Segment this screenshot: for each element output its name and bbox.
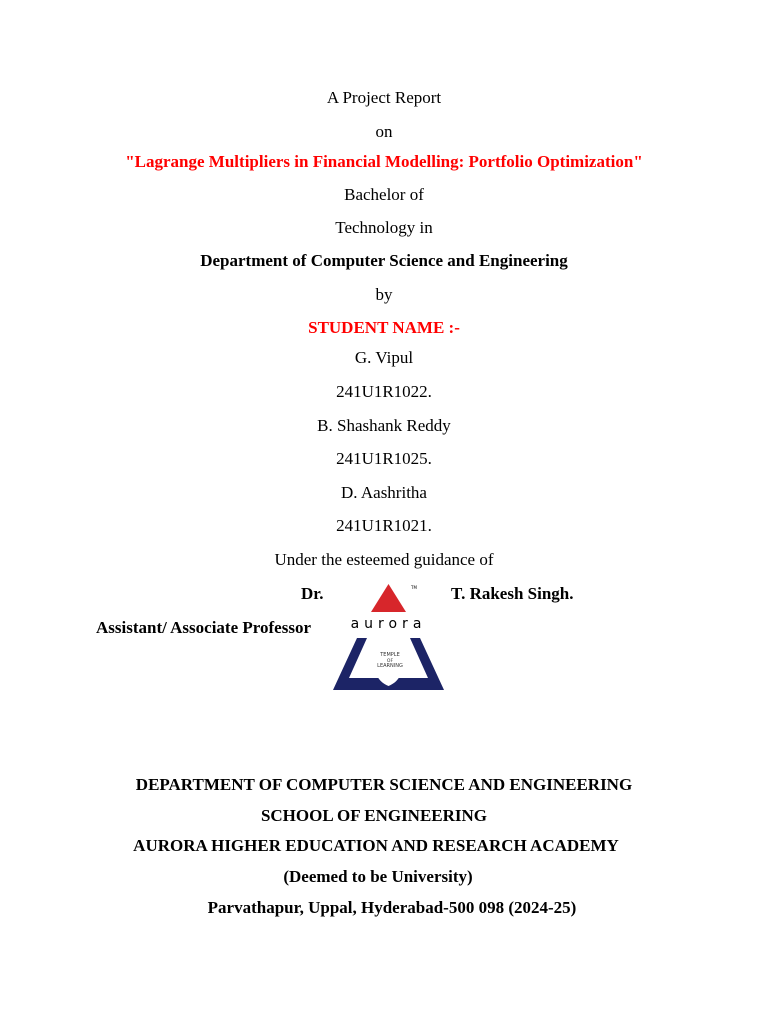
- logo-tagline-1: TEMPLE: [380, 652, 400, 658]
- guide-name: T. Rakesh Singh.: [451, 584, 574, 603]
- student-name: D. Aashritha: [341, 483, 427, 502]
- footer-deemed: (Deemed to be University): [283, 867, 473, 886]
- footer-address: Parvathapur, Uppal, Hyderabad-500 098 (2024-25): [207, 898, 577, 917]
- student-id: 241U1R1022.: [336, 382, 432, 401]
- on-text: on: [375, 122, 393, 141]
- degree-line-2: Technology in: [335, 218, 433, 237]
- report-type: A Project Report: [326, 88, 442, 107]
- logo-word: aurora: [350, 616, 427, 632]
- logo-tagline-3: LEARNING: [377, 663, 403, 669]
- guide-designation: Assistant/ Associate Professor: [96, 618, 311, 637]
- project-title: "Lagrange Multipliers in Financial Modelling: Portfolio Optimization": [125, 152, 643, 171]
- logo-red-triangle: [371, 584, 406, 612]
- footer-department: DEPARTMENT OF COMPUTER SCIENCE AND ENGINEERING: [135, 775, 633, 794]
- guide-prefix: Dr.: [301, 584, 324, 603]
- department-name: Department of Computer Science and Engineering: [200, 251, 568, 270]
- student-name: B. Shashank Reddy: [317, 416, 451, 435]
- footer-academy: AURORA HIGHER EDUCATION AND RESEARCH ACADEMY: [133, 836, 619, 855]
- guidance-intro: Under the esteemed guidance of: [274, 550, 494, 569]
- aurora-logo: [333, 578, 444, 690]
- student-id: 241U1R1021.: [336, 516, 432, 535]
- logo-tagline-2: OF: [386, 659, 394, 664]
- logo-tm: TM: [411, 585, 417, 590]
- footer-school: SCHOOL OF ENGINEERING: [260, 806, 488, 825]
- by-text: by: [375, 285, 393, 304]
- student-name-label: STUDENT NAME :-: [308, 318, 460, 337]
- student-name: G. Vipul: [354, 348, 414, 367]
- student-id: 241U1R1025.: [336, 449, 432, 468]
- degree-line-1: Bachelor of: [344, 185, 424, 204]
